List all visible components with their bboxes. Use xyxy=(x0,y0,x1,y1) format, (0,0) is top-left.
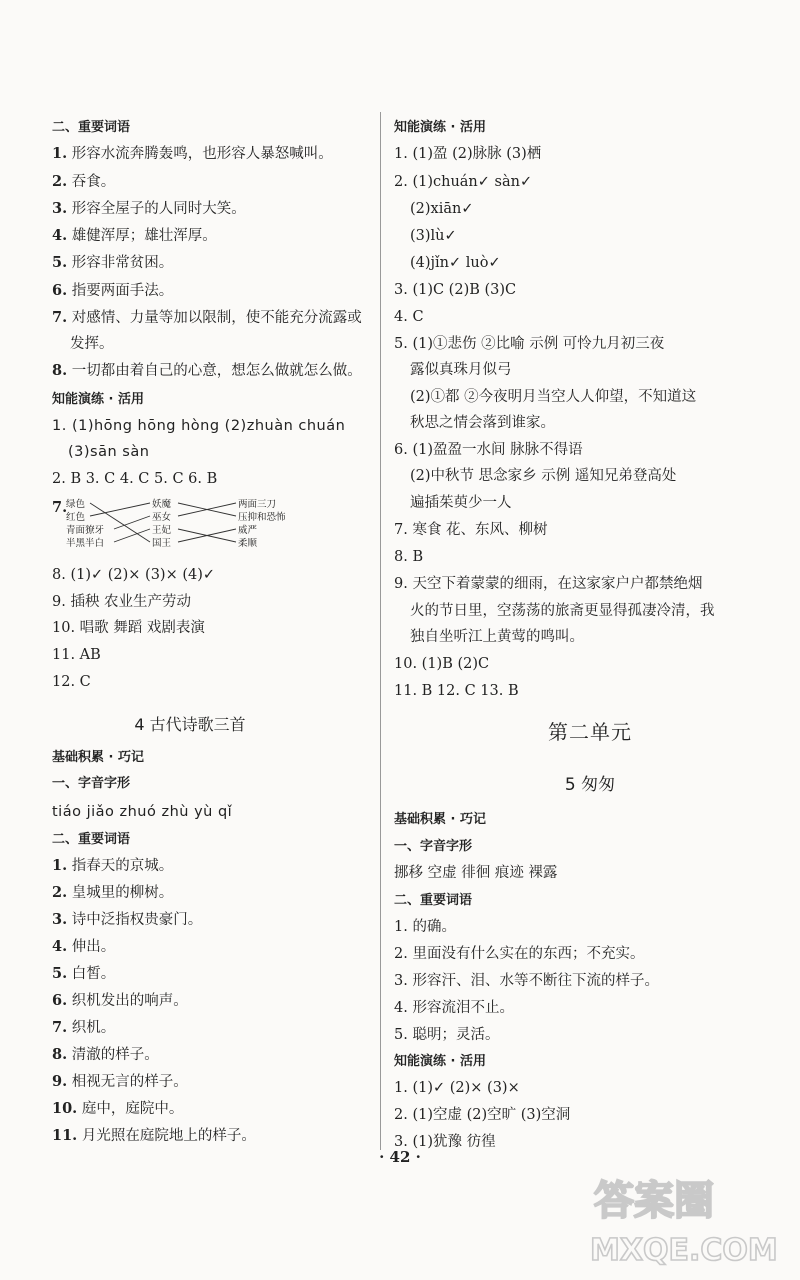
list-item: 7. 织机。 xyxy=(52,1019,116,1036)
match-right-3: 威严 xyxy=(238,525,258,536)
match-left-4: 半黑半白 xyxy=(66,538,105,549)
answer-line: 秋思之情会落到谁家。 xyxy=(410,415,555,431)
list-item: 3. 诗中泛指权贵豪门。 xyxy=(52,911,203,928)
answer-line: 11. AB xyxy=(52,647,101,663)
answer-line: 2. (1)chuán✓ sàn✓ xyxy=(394,174,533,190)
answer-line: 3. (1)犹豫 彷徨 xyxy=(394,1134,496,1150)
list-item: 5. 形容非常贫困。 xyxy=(52,254,174,271)
answer-line: 8. (1)✓ (2)× (3)× (4)✓ xyxy=(52,567,216,583)
list-item: 3. 形容汗、泪、水等不断往下流的样子。 xyxy=(394,973,659,989)
pinyin-answer: tiáo jiǎo zhuó zhù yù qǐ xyxy=(52,804,233,820)
section-heading: 基础积累 · 巧记 xyxy=(394,812,486,827)
lesson-title: 4 古代诗歌三首 xyxy=(134,715,246,734)
page-number: · 42 · xyxy=(379,1148,421,1166)
list-item: 3. 形容全屋子的人同时大笑。 xyxy=(52,200,246,217)
answer-line: 1. (1)✓ (2)× (3)× xyxy=(394,1080,520,1096)
answer-line: 7. 寒食 花、东风、柳树 xyxy=(394,522,548,538)
list-item: 1. 指春天的京城。 xyxy=(52,857,174,874)
answer-line: 独自坐听江上黄莺的鸣叫。 xyxy=(410,629,584,645)
answer-line: 9. 天空下着蒙蒙的细雨，在这家家户户都禁绝烟 xyxy=(394,576,703,592)
lesson-title: 5 匆匆 xyxy=(564,775,616,795)
question-number: 7. xyxy=(52,499,68,516)
section-subheading: 一、字音字形 xyxy=(52,776,131,791)
answer-line: 4. C xyxy=(394,309,424,325)
answer-line: 挪移 空虚 徘徊 痕迹 裸露 xyxy=(394,865,558,881)
watermark-text: 答案圈 xyxy=(594,1178,714,1224)
match-left-1: 绿色 xyxy=(66,499,86,510)
answer-line: 遍插茱萸少一人 xyxy=(410,495,512,511)
matching-diagram xyxy=(52,496,322,554)
list-item: 4. 形容流泪不止。 xyxy=(394,1000,514,1016)
list-item: 5. 聪明；灵活。 xyxy=(394,1027,500,1043)
section-heading: 基础积累 · 巧记 xyxy=(52,750,144,765)
list-item: 6. 织机发出的响声。 xyxy=(52,992,188,1009)
answer-line: 12. C xyxy=(52,674,91,690)
match-mid-2: 巫女 xyxy=(152,512,172,523)
list-item: 11. 月光照在庭院地上的样子。 xyxy=(52,1127,256,1144)
answer-line: 11. B 12. C 13. B xyxy=(394,683,519,699)
list-item: 10. 庭中，庭院中。 xyxy=(52,1100,184,1117)
answer-line: 8. B xyxy=(394,549,424,565)
answer-line: (2)中秋节 思念家乡 示例 遥知兄弟登高处 xyxy=(410,468,677,484)
match-right-1: 两面三刀 xyxy=(238,499,277,510)
answer-line: (2)xiān✓ xyxy=(410,201,474,217)
answer-line: 2. (1)空虚 (2)空旷 (3)空洞 xyxy=(394,1107,571,1123)
section-heading: 知能演练 · 活用 xyxy=(394,120,486,135)
list-item: 7. 对感情、力量等加以限制，使不能充分流露或 xyxy=(52,309,362,326)
answer-line: (2)①都 ②今夜明月当空人人仰望，不知道这 xyxy=(410,389,697,405)
list-item: 6. 指要两面手法。 xyxy=(52,282,174,299)
answer-line: 火的节日里，空荡荡的旅斋更显得孤凄冷清，我 xyxy=(410,603,715,619)
answer-line: 2. B 3. C 4. C 5. C 6. B xyxy=(52,471,218,487)
list-item: 9. 相视无言的样子。 xyxy=(52,1073,188,1090)
column-divider xyxy=(380,112,381,1150)
answer-line: 1. (1)盈 (2)脉脉 (3)栖 xyxy=(394,146,542,162)
match-right-2: 压抑和恐怖 xyxy=(238,512,286,523)
unit-title: 第二单元 xyxy=(548,720,632,744)
list-item: 8. 清澈的样子。 xyxy=(52,1046,159,1063)
list-item: 8. 一切都由着自己的心意，想怎么做就怎么做。 xyxy=(52,362,362,379)
section-heading: 知能演练 · 活用 xyxy=(52,392,144,407)
list-item: 2. 里面没有什么实在的东西；不充实。 xyxy=(394,946,645,962)
list-item: 1. 形容水流奔腾轰鸣，也形容人暴怒喊叫。 xyxy=(52,145,333,162)
section-heading: 知能演练 · 活用 xyxy=(394,1054,486,1069)
list-item: 5. 白皙。 xyxy=(52,965,116,982)
answer-line: (4)jǐn✓ luò✓ xyxy=(410,255,501,271)
watermark-url: MXQE.COM xyxy=(590,1233,778,1268)
list-item: 4. 雄健浑厚；雄壮浑厚。 xyxy=(52,227,217,244)
watermark-logo xyxy=(582,1152,782,1272)
answer-line: (3)lù✓ xyxy=(410,228,457,244)
match-right-4: 柔顺 xyxy=(238,538,258,549)
section-heading: 二、重要词语 xyxy=(52,120,131,135)
answer-line: 3. (1)C (2)B (3)C xyxy=(394,282,517,298)
pinyin-answer: (3)sān sàn xyxy=(68,444,150,460)
match-left-3: 青面獠牙 xyxy=(66,525,105,536)
list-item: 2. 吞食。 xyxy=(52,173,116,190)
match-mid-1: 妖魔 xyxy=(152,499,172,510)
list-item-continuation: 发挥。 xyxy=(70,336,114,352)
pinyin-answer: 1. (1)hōng hōng hòng (2)zhuàn chuán xyxy=(52,418,346,434)
answer-line: 6. (1)盈盈一水间 脉脉不得语 xyxy=(394,442,583,458)
section-heading: 二、重要词语 xyxy=(52,832,131,847)
answer-line: 10. (1)B (2)C xyxy=(394,656,490,672)
match-mid-3: 王妃 xyxy=(152,525,172,536)
section-subheading: 一、字音字形 xyxy=(394,839,473,854)
answer-line: 5. (1)①悲伤 ②比喻 示例 可怜九月初三夜 xyxy=(394,336,665,352)
list-item: 2. 皇城里的柳树。 xyxy=(52,884,174,901)
list-item: 1. 的确。 xyxy=(394,919,456,935)
match-left-2: 红色 xyxy=(66,512,86,523)
section-heading: 二、重要词语 xyxy=(394,893,473,908)
list-item: 4. 伸出。 xyxy=(52,938,116,955)
answer-line: 10. 唱歌 舞蹈 戏剧表演 xyxy=(52,620,205,636)
match-mid-4: 国王 xyxy=(152,538,172,549)
answer-line: 9. 插秧 农业生产劳动 xyxy=(52,594,192,610)
answer-line: 露似真珠月似弓 xyxy=(410,362,512,378)
